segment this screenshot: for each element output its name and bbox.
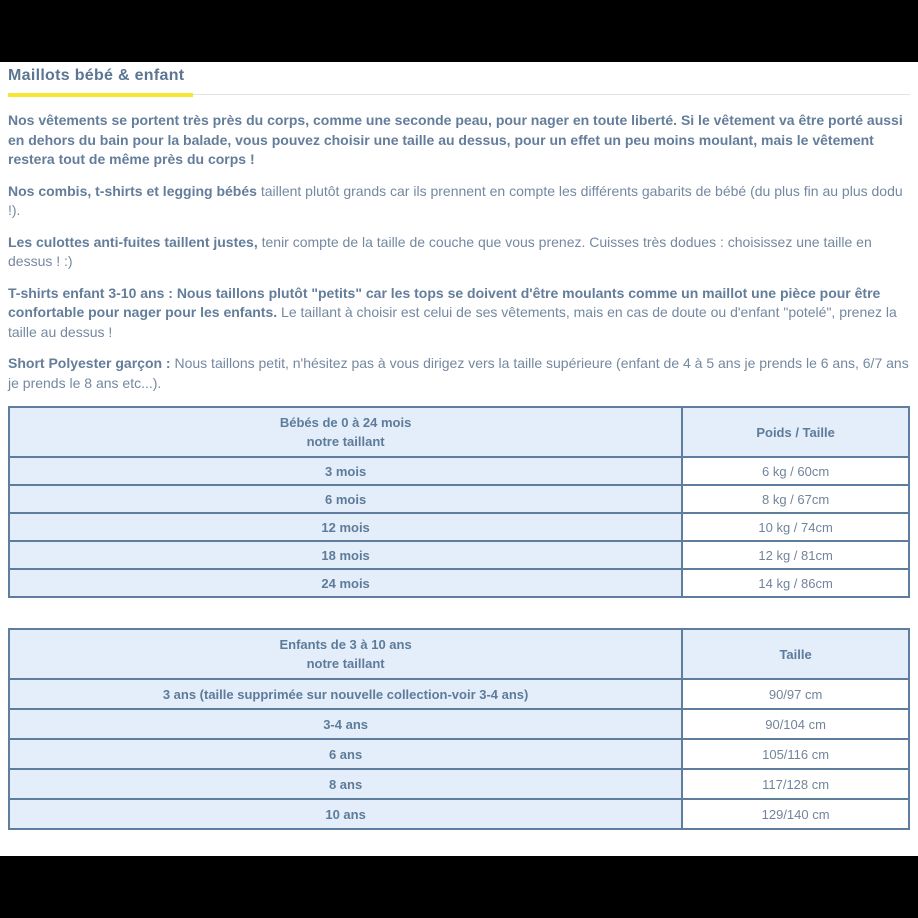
paragraph-tshirts-enfant xyxy=(8,284,910,343)
paragraph-short-polyester xyxy=(8,354,910,393)
table-row xyxy=(9,541,909,569)
table-row xyxy=(9,457,909,485)
table-row xyxy=(9,679,909,709)
table-header-sizing xyxy=(9,407,682,457)
table-row xyxy=(9,739,909,769)
title-underline xyxy=(8,93,910,97)
paragraph-bold-text: T-shirts enfant 3-10 ans : Nous taillons plutôt "petits" car les tops se doivent d'être moulants comme un maillot une pièce pour être confortable pour nager pour les enfants. xyxy=(8,284,881,320)
paragraph-bold-text: Short Polyester garçon : xyxy=(8,355,171,371)
size-label-cell: 18 mois xyxy=(9,541,682,569)
content-area xyxy=(0,62,918,856)
size-table-bebes xyxy=(8,406,910,598)
paragraph-bold-text: Nos vêtements se portent très près du corps, comme une seconde peau, pour nager en toute liberté. Si le vêtement va être porté aussi en dehors du bain pour la balade, vous pouvez choisir une taille au dessus, pour un effet un peu moins moulant, mais le vêtement restera tout de même près du corps ! xyxy=(8,112,903,167)
table-header-line2: notre taillant xyxy=(306,434,385,449)
table-row xyxy=(9,769,909,799)
paragraph-regular-text: Nous taillons petit, n'hésitez pas à vous dirigez vers la taille supérieure (enfant de 4 à 5 ans je prends le 6 ans, 6/7 ans je prends le 8 ans etc...). xyxy=(8,355,909,391)
paragraph-bold-text: Nos combis, t-shirts et legging bébés xyxy=(8,182,257,199)
size-value-cell: 117/128 cm xyxy=(682,769,909,799)
size-value-cell: 105/116 cm xyxy=(682,739,909,769)
size-label-cell: 6 mois xyxy=(9,485,682,513)
paragraph-regular-text: Le taillant à choisir est celui de ses vêtements, mais en cas de doute ou d'enfant "potelé", prenez la taille au dessus ! xyxy=(8,304,897,340)
table-row xyxy=(9,709,909,739)
size-value-cell: 14 kg / 86cm xyxy=(682,569,909,597)
table-header-line1: Enfants de 3 à 10 ans xyxy=(279,637,412,652)
table-header-taille: Taille xyxy=(682,629,909,679)
table-row xyxy=(9,513,909,541)
table-header-row xyxy=(9,629,909,679)
size-label-cell: 24 mois xyxy=(9,569,682,597)
paragraph-bold-text: Les culottes anti-fuites taillent justes, xyxy=(8,233,258,250)
size-value-cell: 90/104 cm xyxy=(682,709,909,739)
size-table-enfants xyxy=(8,628,910,830)
table-header-line1: Bébés de 0 à 24 mois xyxy=(279,415,412,430)
size-label-cell: 6 ans xyxy=(9,739,682,769)
size-label-cell: 3-4 ans xyxy=(9,709,682,739)
table-header-line2: notre taillant xyxy=(306,656,385,671)
size-label-cell: 8 ans xyxy=(9,769,682,799)
size-label-cell: 10 ans xyxy=(9,799,682,829)
size-value-cell: 90/97 cm xyxy=(682,679,909,709)
table-header-poids-taille: Poids / Taille xyxy=(682,407,909,457)
page-title: Maillots bébé & enfant xyxy=(8,67,185,84)
size-value-cell: 8 kg / 67cm xyxy=(682,485,909,513)
table-header-sizing xyxy=(9,629,682,679)
title-underline-accent xyxy=(8,93,193,97)
paragraph-regular-text: tenir compte de la taille de couche que vous prenez. Cuisses très dodues : choisissez une taille en dessus ! :) xyxy=(8,233,872,269)
table-row xyxy=(9,799,909,829)
paragraph-culottes xyxy=(8,233,910,272)
size-value-cell: 10 kg / 74cm xyxy=(682,513,909,541)
size-value-cell: 129/140 cm xyxy=(682,799,909,829)
size-value-cell: 12 kg / 81cm xyxy=(682,541,909,569)
size-label-cell: 3 mois xyxy=(9,457,682,485)
top-bar xyxy=(0,0,918,62)
table-row xyxy=(9,485,909,513)
paragraph-regular-text: taillent plutôt grands car ils prennent en compte les différents gabarits de bébé (du plus fin au plus dodu !). xyxy=(8,182,903,218)
paragraph-fit-intro xyxy=(8,111,910,170)
paragraph-combis-bebes xyxy=(8,182,910,221)
size-label-cell: 3 ans (taille supprimée sur nouvelle collection-voir 3-4 ans) xyxy=(9,679,682,709)
size-value-cell: 6 kg / 60cm xyxy=(682,457,909,485)
table-row xyxy=(9,569,909,597)
size-label-cell: 12 mois xyxy=(9,513,682,541)
table-header-row xyxy=(9,407,909,457)
bottom-bar xyxy=(0,856,918,918)
